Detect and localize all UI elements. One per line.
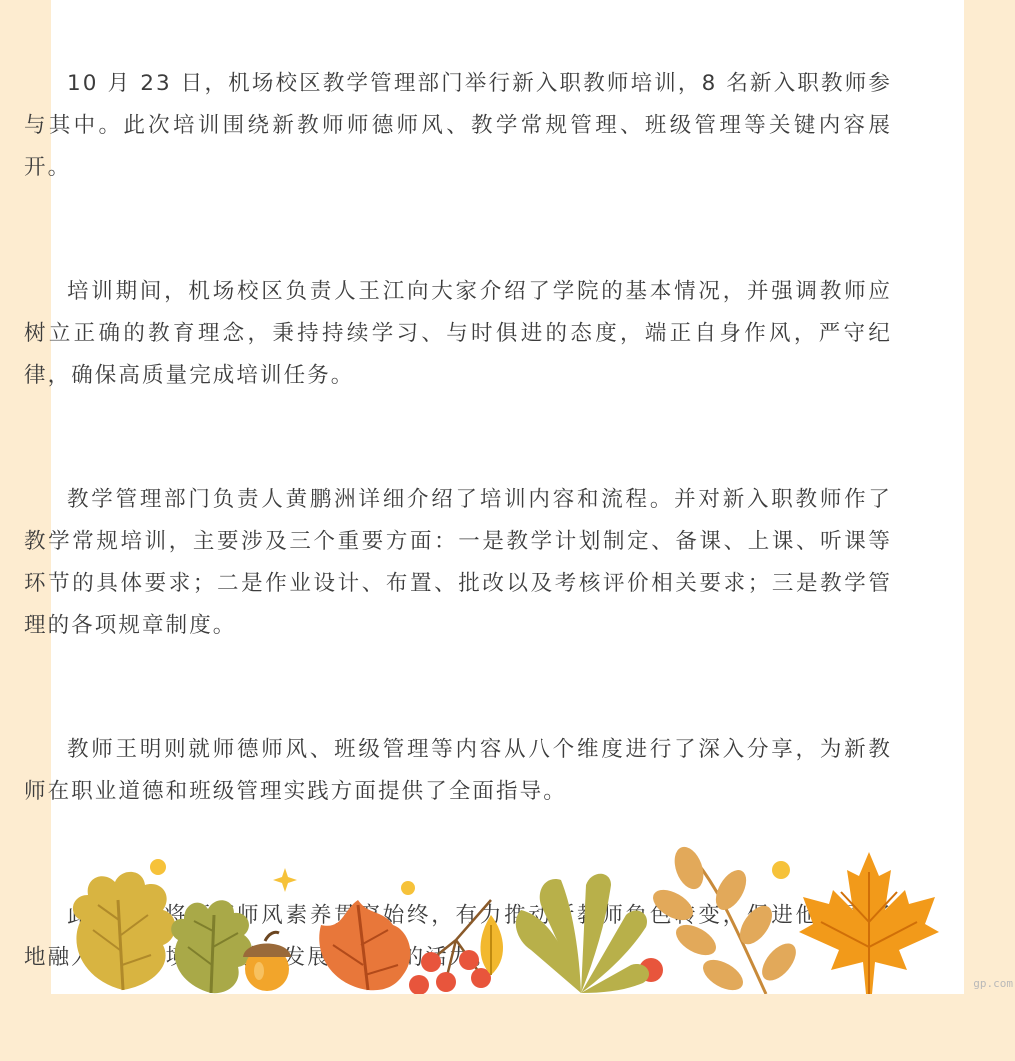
sparkle-icon	[273, 868, 297, 892]
paragraph-4: 教师王明则就师德师风、班级管理等内容从八个维度进行了深入分享，为新教师在职业道德和班级管理实践方面提供了全面指导。	[24, 729, 892, 813]
yellow-leaf-icon	[480, 915, 503, 975]
paragraph-1: 10 月 23 日，机场校区教学管理部门举行新入职教师培训，8 名新入职教师参与其中。此次培训围绕新教师师德师风、教学常规管理、班级管理等关键内容展开。	[24, 63, 892, 189]
oak-leaf-icon	[171, 900, 252, 993]
dot-icon	[772, 861, 790, 879]
watermark: gp.com	[973, 977, 1013, 990]
dot-icon	[401, 881, 415, 895]
dot-icon	[150, 859, 166, 875]
berries-icon	[409, 900, 491, 994]
chestnut-leaf-icon	[516, 874, 649, 993]
paragraph-2: 培训期间，机场校区负责人王江向大家介绍了学院的基本情况，并强调教师应树立正确的教育理念，秉持持续学习、与时俱进的态度，端正自身作风，严守纪律，确保高质量完成培训任务。	[24, 271, 892, 397]
red-leaf-icon	[319, 900, 410, 990]
paragraph-5: 此次培训将师德师风素养贯穿始终，有力推动新教师角色转变，促进他们更 地融 发展注入新的活力。	[24, 895, 892, 979]
maple-leaf-icon	[799, 852, 939, 994]
paragraph-3: 教学管理部门负责人黄鹏洲详细介绍了培训内容和流程。并对新入职教师作了教学常规培训，主要涉及三个重要方面：一是教学计划制定、备课、上课、听课等环节的具体要求；二是作业设计、布置、批改以及考核评价相关要求；三是教学管理的各项规章制度。	[24, 479, 892, 647]
oak-leaf-icon	[73, 872, 175, 990]
acorn-icon	[243, 932, 291, 991]
autumn-leaves-decoration	[51, 840, 964, 994]
